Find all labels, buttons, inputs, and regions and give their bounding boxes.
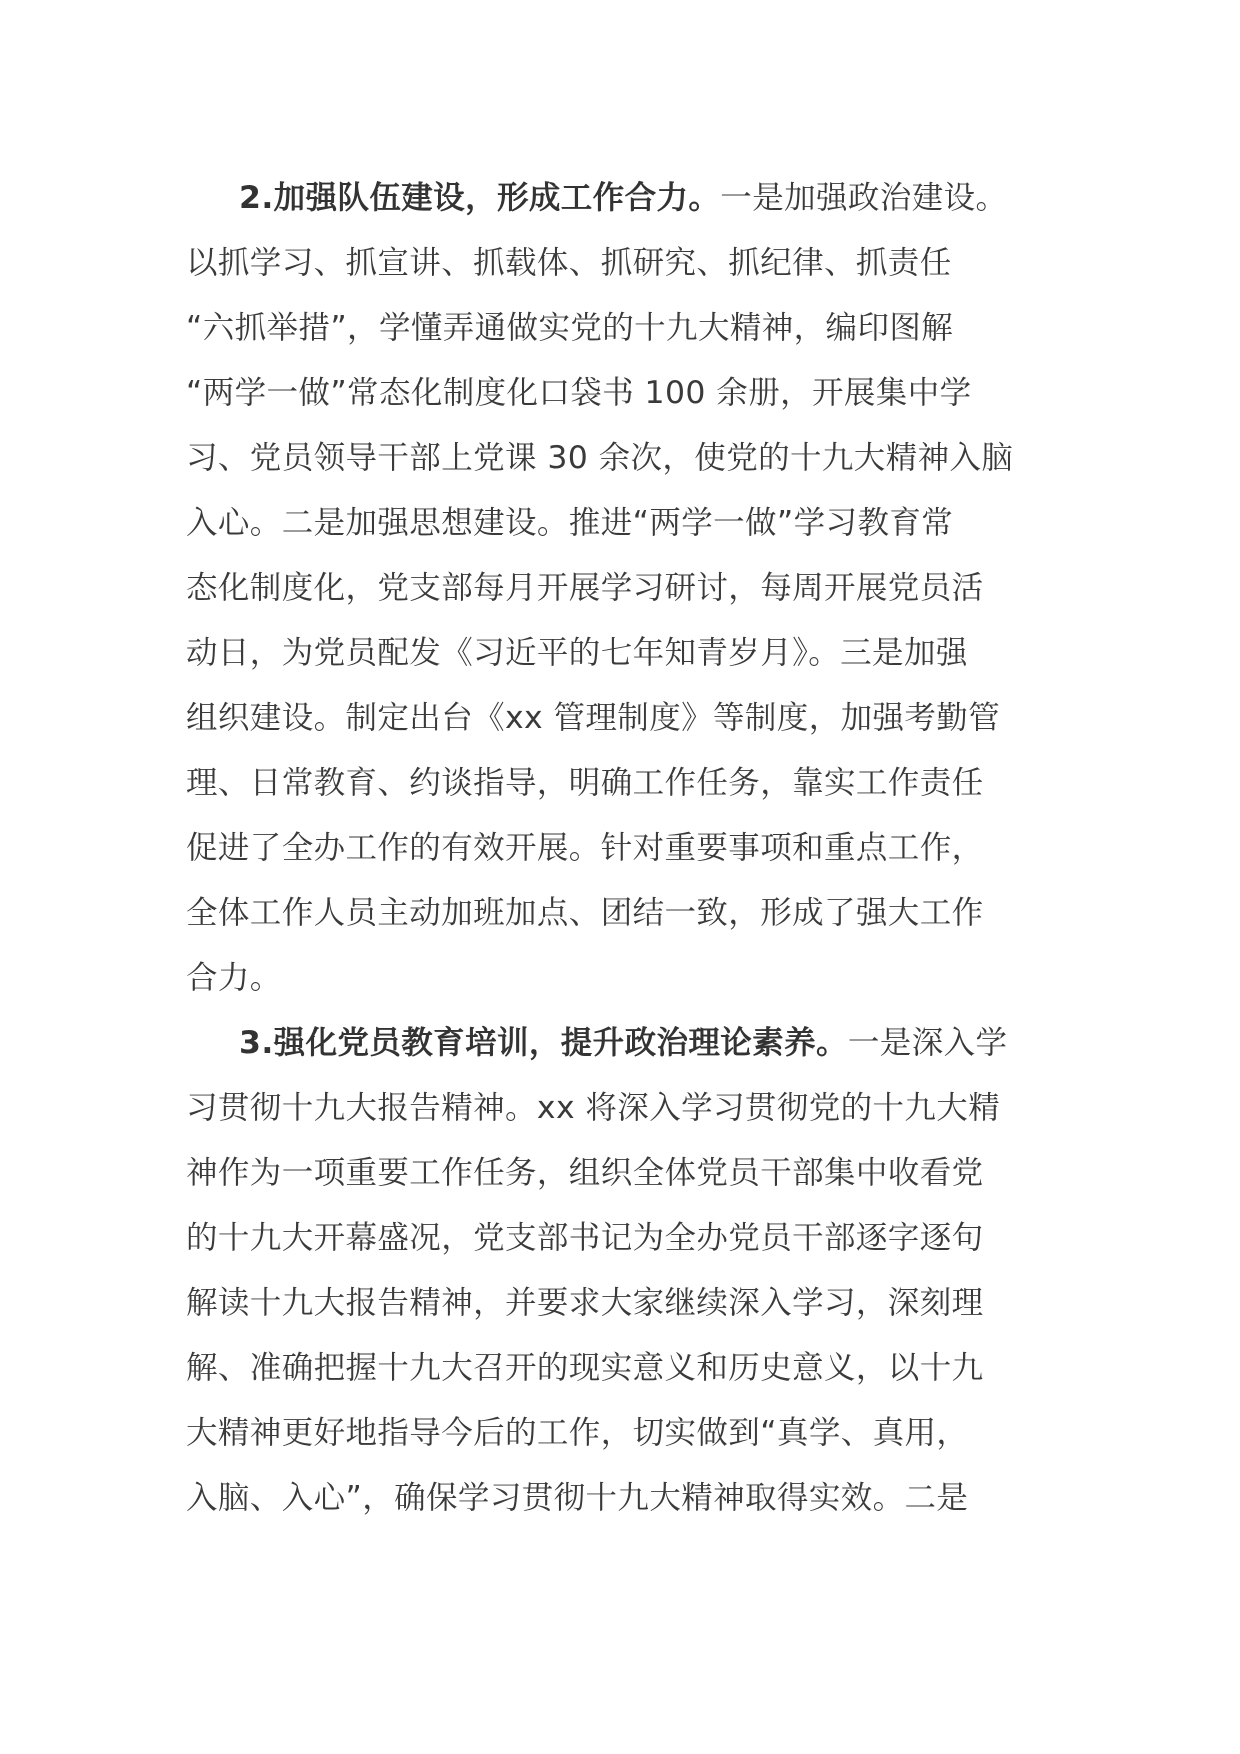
- paragraph-3: [186, 1011, 1056, 1531]
- paragraph-text: 一是加强政治建设。: [720, 180, 1008, 216]
- paragraph-line: “两学一做”常态化制度化口袋书 100 余册，开展集中学: [186, 375, 972, 411]
- paragraph-heading: 3.强化党员教育培训，提升政治理论素养。: [239, 1025, 848, 1061]
- paragraph-line: 大精神更好地指导今后的工作，切实做到“真学、真用，: [186, 1415, 969, 1451]
- paragraph-line: 解、准确把握十九大召开的现实意义和历史意义，以十九: [186, 1350, 984, 1386]
- paragraph-line: “六抓举措”，学懂弄通做实党的十九大精神，编印图解: [186, 310, 954, 346]
- document-body: [186, 166, 1056, 1531]
- paragraph-line: 全体工作人员主动加班加点、团结一致，形成了强大工作: [186, 895, 984, 931]
- paragraph-line: 促进了全办工作的有效开展。针对重要事项和重点工作，: [186, 830, 984, 866]
- paragraph-heading: 2.加强队伍建设，形成工作合力。: [239, 180, 721, 216]
- paragraph-2: [186, 166, 1056, 1011]
- paragraph-line: 习、党员领导干部上党课 30 余次，使党的十九大精神入脑: [186, 440, 1014, 476]
- paragraph-line: 入脑、入心”，确保学习贯彻十九大精神取得实效。二是: [186, 1480, 969, 1516]
- paragraph-first-line: [186, 166, 1056, 231]
- paragraph-line: 入心。二是加强思想建设。推进“两学一做”学习教育常: [186, 505, 954, 541]
- paragraph-line: 动日，为党员配发《习近平的七年知青岁月》。三是加强: [186, 635, 968, 671]
- paragraph-line: 解读十九大报告精神，并要求大家继续深入学习，深刻理: [186, 1285, 984, 1321]
- paragraph-line: 合力。: [186, 960, 282, 996]
- paragraph-line: 组织建设。制定出台《xx 管理制度》等制度，加强考勤管: [186, 700, 1001, 736]
- paragraph-line: 理、日常教育、约谈指导，明确工作任务，靠实工作责任: [186, 765, 984, 801]
- paragraph-line: 以抓学习、抓宣讲、抓载体、抓研究、抓纪律、抓责任: [186, 245, 952, 281]
- paragraph-line: 态化制度化，党支部每月开展学习研讨，每周开展党员活: [186, 570, 984, 606]
- paragraph-text: 一是深入学: [847, 1025, 1008, 1061]
- paragraph-line: 的十九大开幕盛况，党支部书记为全办党员干部逐字逐句: [186, 1220, 984, 1256]
- paragraph-line: 习贯彻十九大报告精神。xx 将深入学习贯彻党的十九大精: [186, 1090, 1001, 1126]
- paragraph-line: 神作为一项重要工作任务，组织全体党员干部集中收看党: [186, 1155, 984, 1191]
- paragraph-first-line: [186, 1011, 1056, 1076]
